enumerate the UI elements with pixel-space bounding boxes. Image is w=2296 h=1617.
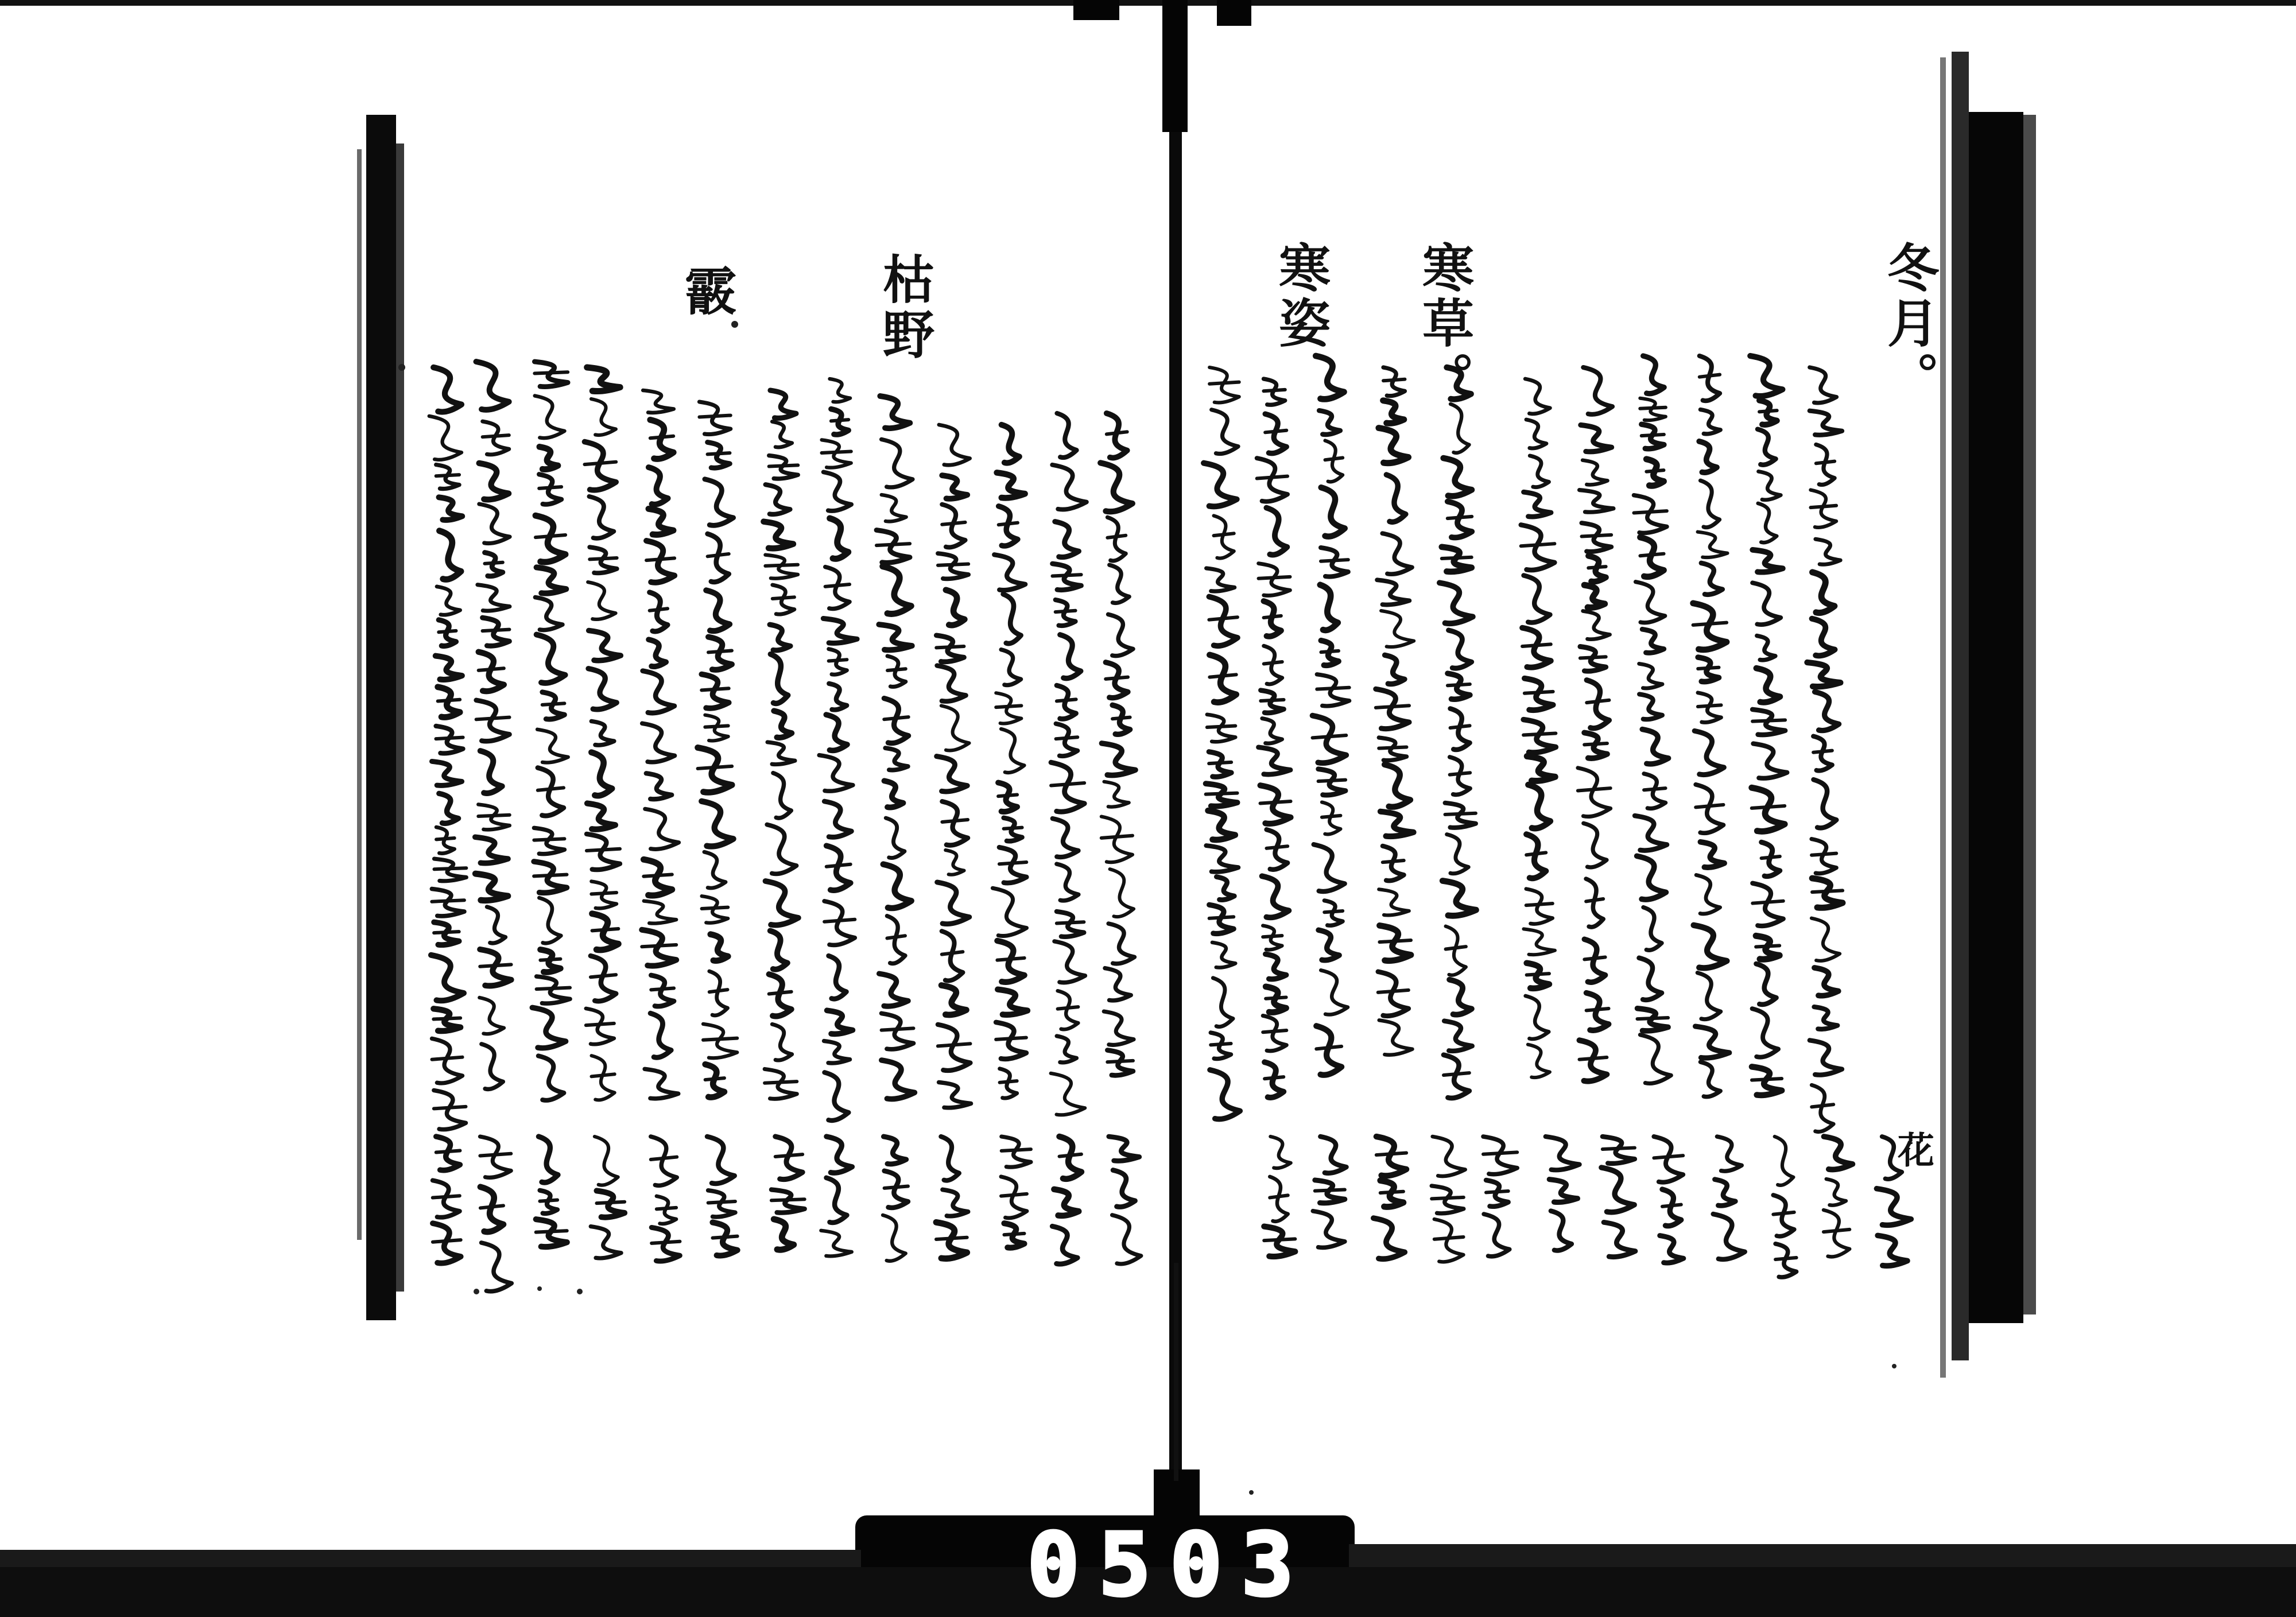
heading-arare: 霰 <box>676 264 736 319</box>
heading-kareno: 枯野 <box>874 253 934 363</box>
author-name: 花 <box>1891 1131 1934 1178</box>
heading-kan-so: 寒草。 <box>1413 241 1474 406</box>
frame-number: 0503 <box>1027 1515 1313 1615</box>
heading-kan-sugata: 寒姿 <box>1270 241 1331 351</box>
heading-fuyu-no-tsuki: 冬月。 <box>1878 241 1939 406</box>
right-page-edge <box>1940 52 2036 1378</box>
